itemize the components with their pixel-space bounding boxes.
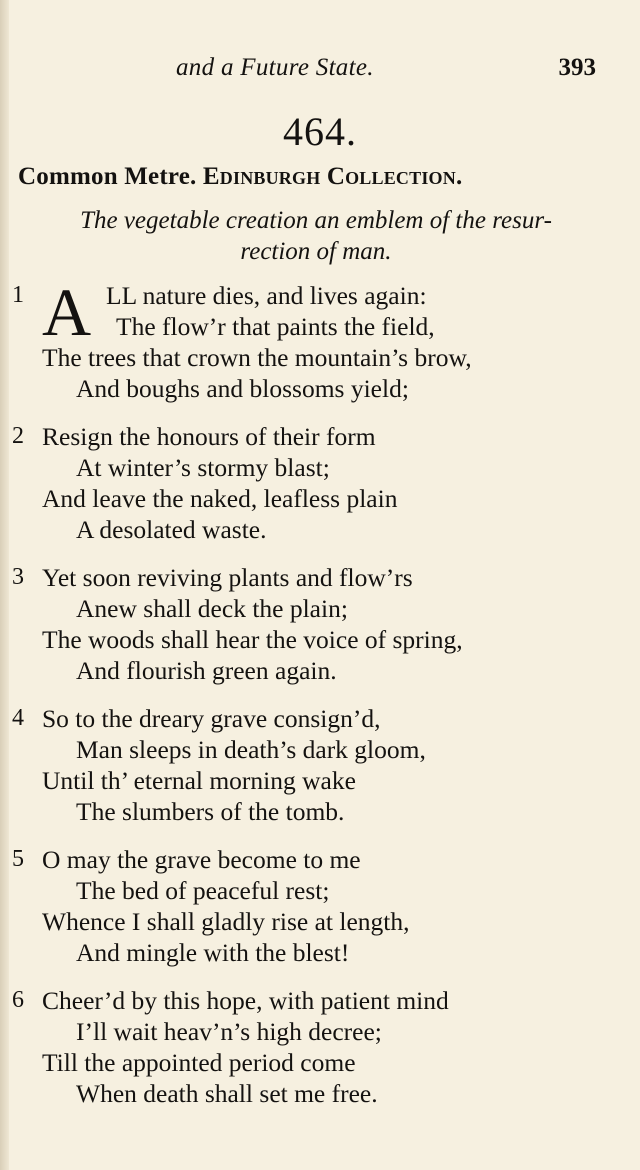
stanza-number: 1 <box>12 282 24 308</box>
subtitle-line-2: rection of man. <box>240 238 392 265</box>
verse-line: Till the appointed period come <box>42 1048 356 1077</box>
verse-line: O may the grave become to me <box>42 845 361 874</box>
verse-line: Until th’ eternal morning wake <box>42 766 356 795</box>
stanza-list <box>0 274 640 1126</box>
metre-label: Common Metre. <box>18 163 197 190</box>
subtitle-line-1: The vegetable creation an emblem of the resur- <box>80 207 552 234</box>
stanza <box>0 985 640 1109</box>
hymn-subtitle <box>16 205 616 267</box>
verse-line: The slumbers of the tomb. <box>76 797 345 826</box>
verse-line: Cheer’d by this hope, with patient mind <box>42 986 449 1015</box>
stanza <box>0 844 640 968</box>
collection-label: Edinburgh Collection. <box>202 163 463 190</box>
verse-line: The bed of peaceful rest; <box>76 876 330 905</box>
running-head-title: and a Future State. <box>176 54 374 81</box>
stanza-number: 4 <box>12 705 24 731</box>
stanza-number: 2 <box>12 423 24 449</box>
verse-line: Man sleeps in death’s dark gloom, <box>76 735 426 764</box>
verse-line: Anew shall deck the plain; <box>76 594 348 623</box>
verse-line: The flow’r that paints the field, <box>116 312 435 341</box>
stanza <box>0 421 640 545</box>
verse-line: And flourish green again. <box>76 656 337 685</box>
verse-line: And leave the naked, leafless plain <box>42 484 398 513</box>
hymn-number: 464. <box>283 109 357 154</box>
stanza-number: 5 <box>12 846 24 872</box>
verse-line: The woods shall hear the voice of spring, <box>42 625 463 654</box>
stanza <box>0 703 640 827</box>
running-head <box>0 54 640 88</box>
stanza-number: 3 <box>12 564 24 590</box>
verse-line: Yet soon reviving plants and flow’rs <box>42 563 413 592</box>
verse-line: When death shall set me free. <box>76 1079 378 1108</box>
stanza <box>0 562 640 686</box>
drop-cap: A <box>42 274 92 350</box>
verse-line: A desolated waste. <box>76 515 267 544</box>
metre-line <box>18 163 462 191</box>
verse-line: At winter’s stormy blast; <box>76 453 330 482</box>
verse-line: I’ll wait heav’n’s high decree; <box>76 1017 382 1046</box>
verse-line: Resign the honours of their form <box>42 422 376 451</box>
verse-line: The trees that crown the mountain’s brow, <box>42 343 472 372</box>
verse-line: Whence I shall gladly rise at length, <box>42 907 410 936</box>
stanza <box>0 274 640 404</box>
verse-line: And boughs and blossoms yield; <box>76 374 409 403</box>
verse-line: And mingle with the blest! <box>76 938 350 967</box>
verse-line: So to the dreary grave consign’d, <box>42 704 381 733</box>
stanza-number: 6 <box>12 987 24 1013</box>
page-number: 393 <box>558 54 596 81</box>
verse-line: LL nature dies, and lives again: <box>106 281 427 310</box>
